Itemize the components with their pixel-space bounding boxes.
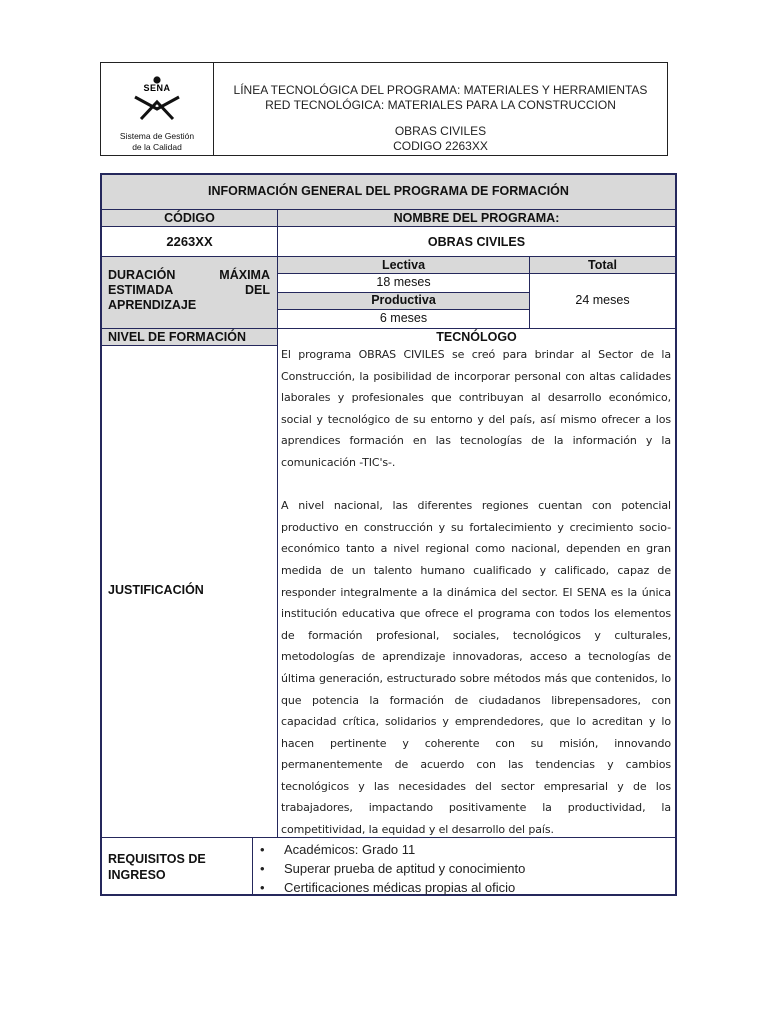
justificacion-text [281, 344, 671, 841]
header-line-programa: OBRAS CIVILES [394, 124, 487, 138]
justificacion-label: JUSTIFICACIÓN [108, 583, 204, 597]
requisitos-label: REQUISITOS DE INGRESO [108, 852, 206, 882]
justificacion-paragraph: A nivel nacional, las diferentes regiones cuentan con potencial productivo en construcción y su fortalecimiento y crecimiento socio-económico tanto a nivel regional como nacional, dependen en gran medida de un talento humano cualificado y calificado, capaz de responder integralmente a la dinámica del sector. El SENA es la única institución educativa que ofrece el programa con todos los elementos de formación profesional, sociales, tecnológicos y culturales, metodologías de aprendizaje innovadoras, acceso a tecnologías de última generación, estructurado sobre métodos más que contenidos, lo que potencia la formación de ciudadanos librepensadores, con capacidad crítica, solidarios y emprendedores, que lo acreditan y lo hacen pertinente y coherente con su misión, innovando permanentemente de acuerdo con las tendencias y cambios tecnológicos y las necesidades del sector empresarial y de los trabajadores, impactando positivamente la productividad, la competitividad, la equidad y el desarrollo del país. [281, 499, 671, 837]
productiva-value: 6 meses [379, 311, 428, 325]
nombre-value: OBRAS CIVILES [427, 235, 526, 249]
nivel-label: NIVEL DE FORMACIÓN [108, 330, 246, 344]
nombre-label: NOMBRE DEL PROGRAMA: [393, 211, 560, 225]
sena-logo [101, 63, 214, 155]
codigo-value: 2263XX [166, 234, 213, 249]
program-info-table [100, 173, 677, 896]
header-text [214, 63, 667, 155]
lectiva-label: Lectiva [381, 258, 426, 272]
justificacion-paragraph: El programa OBRAS CIVILES se creó para brindar al Sector de la Construcción, la posibilidad de incorporar personal con altas calidades laborales y profesionales que contribuyan al desarrollo económico, social y tecnológico de su entorno y del país, así mismo ofrecer a los aprendices formación en las tecnologías de la información y la comunicación -TIC's-. [281, 348, 671, 469]
requisitos-list [254, 840, 525, 897]
total-value: 24 meses [575, 293, 630, 307]
nivel-value: TECNÓLOGO [436, 330, 517, 344]
logo-word: SENA [143, 83, 171, 93]
total-label: Total [588, 258, 617, 272]
list-item: • Certificaciones médicas propias al oficio [260, 880, 516, 895]
lectiva-value: 18 meses [376, 275, 431, 289]
logo-caption: Sistema de Gestión de la Calidad [119, 131, 195, 152]
list-item: • Académicos: Grado 11 [260, 842, 416, 857]
list-item: • Superar prueba de aptitud y conocimiento [260, 861, 526, 876]
productiva-label: Productiva [371, 293, 436, 307]
header-line-red: RED TECNOLÓGICA: MATERIALES PARA LA CONSTRUCCION [265, 98, 616, 112]
codigo-label: CÓDIGO [164, 211, 215, 225]
header-line-codigo: CODIGO 2263XX [393, 139, 488, 153]
duracion-label: DURACIÓN MÁXIMA ESTIMADA DEL APRENDIZAJE [108, 268, 270, 312]
header-line-linea: LÍNEA TECNOLÓGICA DEL PROGRAMA: MATERIALES Y HERRAMIENTAS [233, 83, 648, 97]
table-title: INFORMACIÓN GENERAL DEL PROGRAMA DE FORMACIÓN [208, 184, 569, 198]
document-header [100, 62, 668, 156]
